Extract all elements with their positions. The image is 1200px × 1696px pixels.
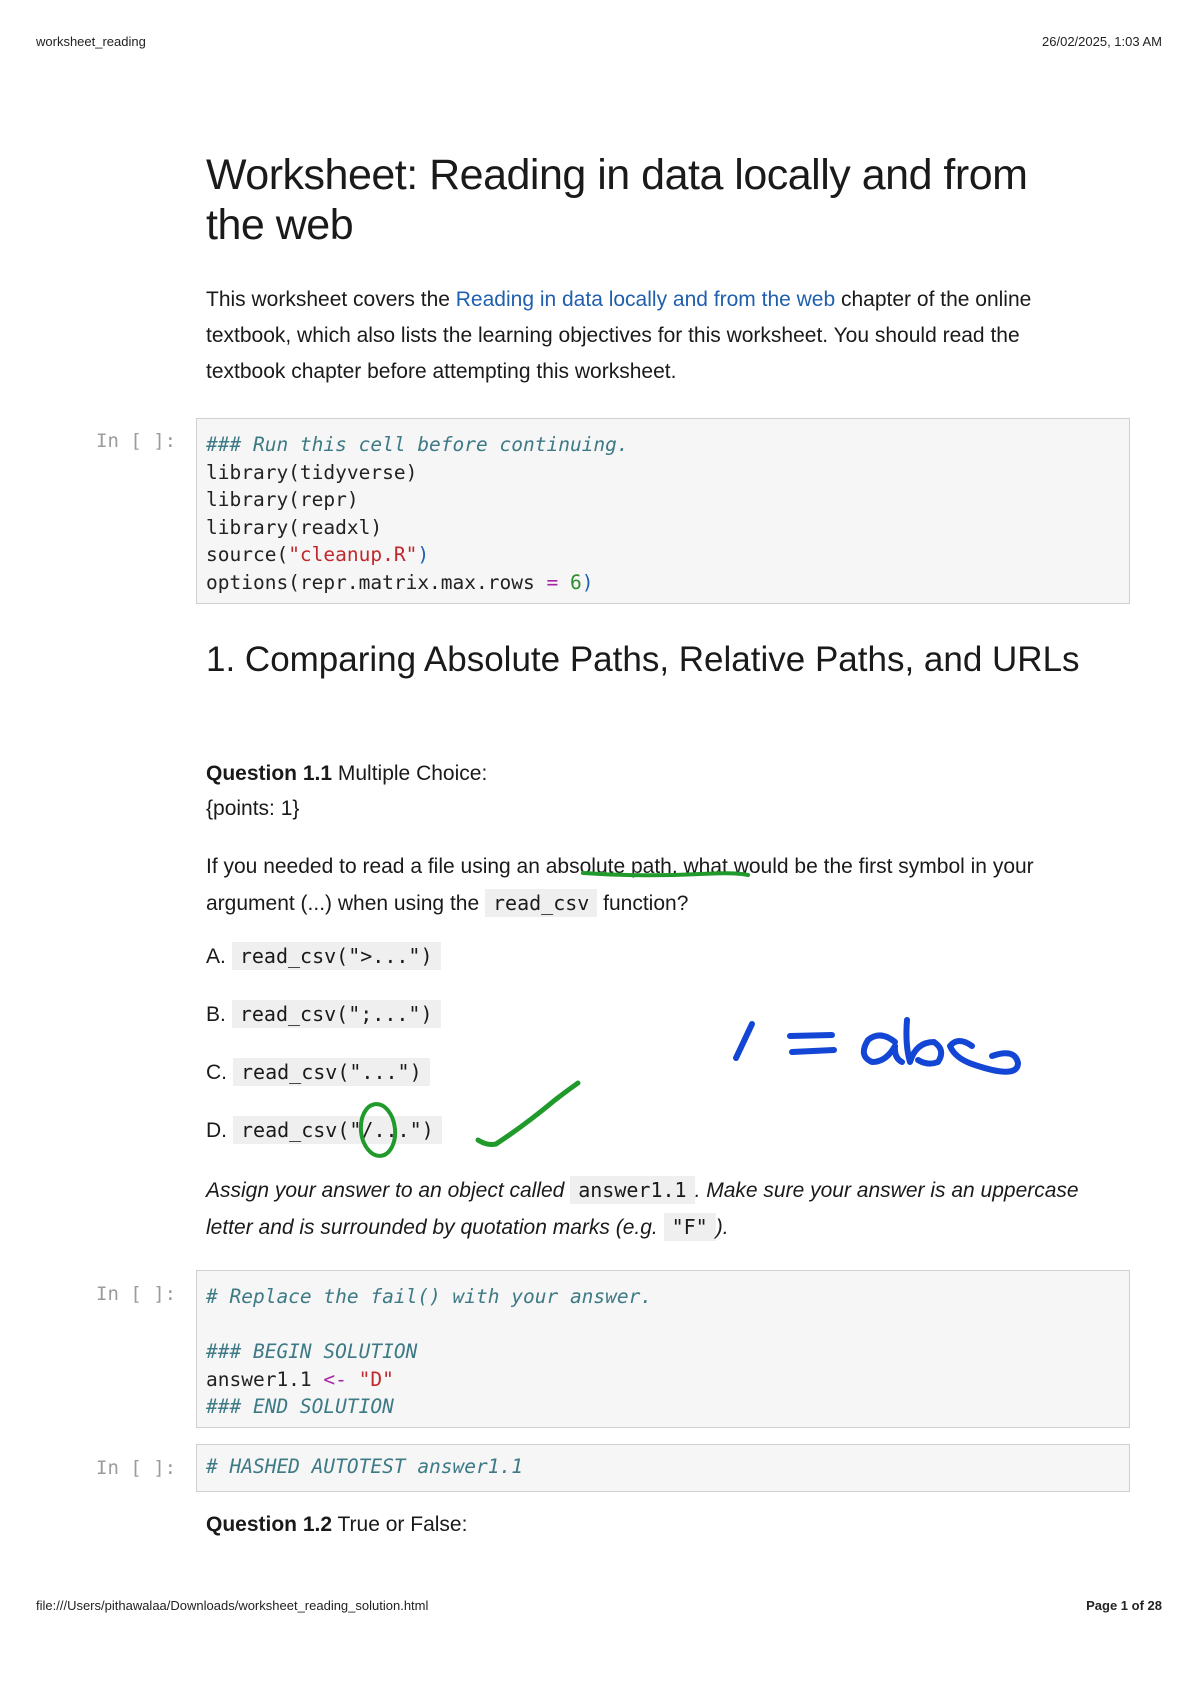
code-comment: ### Run this cell before continuing.	[206, 433, 629, 456]
choice-c	[206, 1060, 430, 1085]
question-points: {points: 1}	[206, 797, 300, 820]
green-checkmark	[478, 1083, 578, 1145]
code-comment: ### END SOLUTION	[206, 1395, 394, 1418]
inline-code-answer-var: answer1.1	[570, 1176, 694, 1204]
assign-text-b: . Make sure your answer is an uppercase letter and is surrounded by quotation marks (e.g.	[206, 1179, 1079, 1239]
code-comment: ### BEGIN SOLUTION	[206, 1340, 418, 1363]
cell-prompt: In [ ]:	[96, 1283, 177, 1305]
code-operator: <-	[323, 1367, 347, 1391]
inline-code-read-csv: read_csv	[485, 889, 597, 917]
code-paren: )	[417, 543, 430, 566]
code-comment: # Replace the fail() with your answer.	[206, 1285, 653, 1308]
cell-prompt: In [ ]:	[96, 430, 177, 452]
question-type: True or False:	[337, 1513, 468, 1536]
choice-d	[206, 1118, 442, 1143]
header-doc-name: worksheet_reading	[36, 34, 146, 49]
setup-code-cell[interactable]	[196, 418, 1130, 604]
intro-text-after: chapter of the online textbook, which also lists the learning objectives for this worksheet. You should read the textbook chapter before attempting this worksheet.	[206, 288, 1032, 383]
assign-instructions	[206, 1172, 1106, 1246]
intro-paragraph	[206, 282, 1086, 390]
code-line: library(readxl)	[206, 515, 383, 539]
code-line: options(repr.matrix.max.rows	[206, 570, 547, 594]
question-1-1-text	[206, 849, 1106, 922]
choice-code: read_csv("/...")	[233, 1116, 442, 1144]
code-line: library(repr)	[206, 488, 359, 511]
code-line: library(tidyverse)	[206, 460, 418, 484]
question-1-1-heading	[206, 756, 1106, 792]
choice-code: read_csv(">...")	[232, 942, 441, 970]
answer-code-cell[interactable]	[196, 1270, 1130, 1428]
intro-text-before: This worksheet covers the	[206, 288, 456, 311]
question-label: Question 1.1	[206, 762, 333, 785]
code-string: "cleanup.R"	[288, 543, 418, 566]
question-text-b: function?	[597, 892, 689, 915]
choice-b	[206, 1002, 441, 1027]
assign-text-a: Assign your answer to an object called	[206, 1179, 571, 1202]
choice-a	[206, 944, 441, 969]
handwriting-note	[736, 1020, 1018, 1072]
code-line: answer1.1	[206, 1367, 324, 1391]
footer-file-path: file:///Users/pithawalaa/Downloads/worksheet_reading_solution.html	[36, 1598, 429, 1613]
assign-text-c: ).	[715, 1216, 729, 1239]
choice-letter: D.	[206, 1119, 227, 1142]
code-string: "D"	[346, 1367, 394, 1391]
footer-page-label: Page 1 of 28	[1086, 1598, 1162, 1613]
textbook-chapter-link[interactable]: Reading in data locally and from the web	[455, 288, 836, 311]
inline-code-example: "F"	[664, 1213, 716, 1241]
choice-code: read_csv(";...")	[232, 1000, 441, 1028]
code-line: source(	[206, 543, 289, 566]
question-label: Question 1.2	[206, 1513, 333, 1536]
cell-prompt: In [ ]:	[96, 1457, 177, 1479]
question-type: Multiple Choice:	[337, 762, 488, 785]
code-paren: )	[581, 570, 594, 594]
code-operator: =	[546, 570, 559, 594]
section-heading: 1. Comparing Absolute Paths, Relative Paths, and URLs	[206, 640, 1080, 679]
choice-letter: A.	[206, 945, 226, 968]
question-1-2-heading	[206, 1507, 1106, 1543]
autotest-code-cell[interactable]	[196, 1444, 1130, 1492]
code-number: 6	[558, 570, 582, 594]
header-datetime: 26/02/2025, 1:03 AM	[1042, 34, 1162, 49]
choice-code: read_csv("...")	[233, 1058, 430, 1086]
code-comment: # HASHED AUTOTEST answer1.1	[206, 1455, 523, 1478]
choice-letter: C.	[206, 1061, 227, 1084]
choice-letter: B.	[206, 1003, 226, 1026]
question-text-a: If you needed to read a file using an absolute path, what would be the first symbol in your argument (...) when using the	[206, 855, 1034, 915]
page-title: Worksheet: Reading in data locally and from the web	[206, 151, 1028, 249]
